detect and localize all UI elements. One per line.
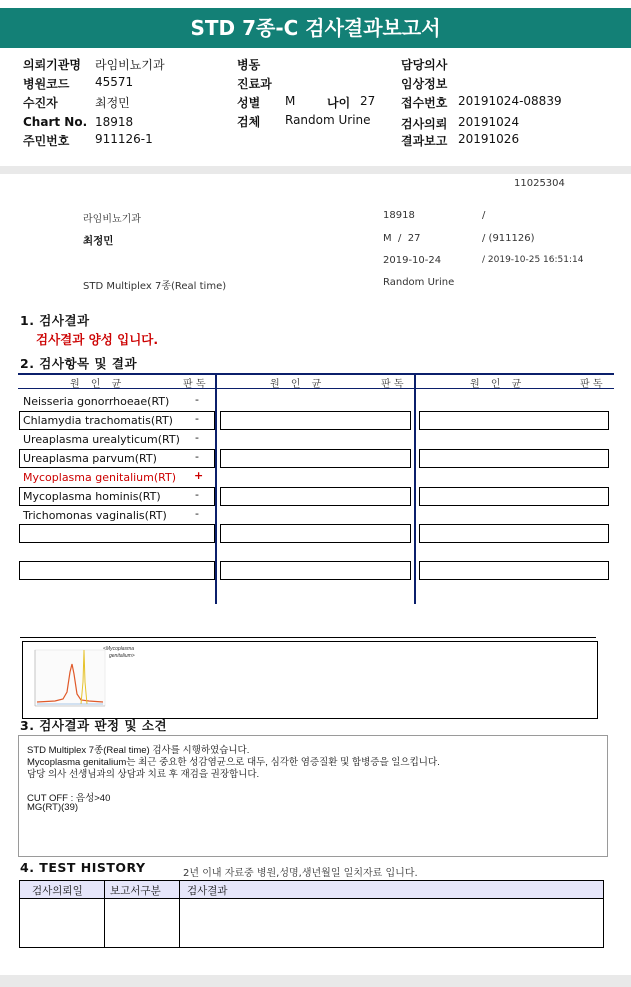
header-value: 20191024 [458,115,520,129]
cutoff-line: CUT OFF : 음성>40 [27,793,111,804]
header-value: 라임비뇨기과 [95,58,165,72]
col-header-judge: 판 독 [381,379,404,390]
header-label: 나이 [327,96,351,110]
organism-name: Trichomonas vaginalis(RT) [23,509,167,522]
history-header-row [20,881,603,899]
organism-result: - [195,450,199,463]
mg-value-line: MG(RT)(39) [27,802,79,813]
table-row [220,449,411,468]
organism-name: Mycoplasma hominis(RT) [23,490,161,503]
interpretation-line: Mycoplasma genitalium는 최근 중요한 성감염균으로 대두, 심각한 염증질환 및 합병증을 일으킵니다. [27,757,440,768]
history-table [19,880,604,948]
summary-clinic: 라임비뇨기과 [83,214,141,225]
summary-patient: 최정민 [83,235,114,247]
section4-title: 4. TEST HISTORY [20,860,146,875]
history-col-divider [179,881,180,947]
organism-name: Chlamydia trachomatis(RT) [23,414,173,427]
header-value: 911126-1 [95,132,153,146]
header-label: 수진자 [23,96,58,110]
summary-slash: / [482,210,486,221]
report-code: 11025304 [514,178,565,189]
table-row [419,411,609,430]
organism-name: Ureaplasma parvum(RT) [23,452,157,465]
header-label: 접수번호 [401,96,448,110]
header-label: 성별 [237,96,261,110]
table-row [220,487,411,506]
table-row [419,561,609,580]
pcr-graph-box [22,641,598,719]
column-separator [414,373,416,604]
organism-name: Neisseria gonorrhoeae(RT) [23,395,170,408]
table-row [419,487,609,506]
col-header-judge: 판 독 [580,379,603,390]
summary-report-datetime: / 2019-10-25 16:51:14 [482,255,584,265]
organism-result: - [195,393,199,406]
col-header-organism: 원 인 균 [70,379,122,390]
header-value: 최정민 [95,96,130,110]
summary-specimen: Random Urine [383,277,455,288]
table-row [220,411,411,430]
summary-sex-age: M / 27 [383,233,421,244]
graph-caption: <Mycoplasma [103,646,134,652]
graph-plot-area [35,650,105,706]
header-label: 주민번호 [23,134,70,148]
header-value: 18918 [95,115,134,129]
header-label: Chart No. [23,115,88,129]
section3-title: 3. 검사결과 판정 및 소견 [20,718,168,733]
header-divider [0,166,631,174]
column-separator [215,373,217,604]
summary-birth: / (911126) [482,233,535,244]
col-header-organism: 원 인 균 [470,379,522,390]
organism-result: - [195,431,199,444]
header-label: 임상정보 [401,77,448,91]
organism-name: Ureaplasma urealyticum(RT) [23,433,180,446]
organism-name-positive: Mycoplasma genitalium(RT) [23,471,177,484]
col-header-organism: 원 인 균 [270,379,322,390]
header-value: Random Urine [285,113,371,127]
summary-test-name: STD Multiplex 7종(Real time) [83,281,227,292]
summary-chart: 18918 [383,210,415,221]
interpretation-line: 담당 의사 선생님과의 상담과 치료 후 재검을 권장합니다. [27,769,260,780]
summary-request-date: 2019-10-24 [383,255,442,266]
section1-title: 1. 검사결과 [20,313,90,328]
header-label: 병원코드 [23,77,70,91]
history-col-report-type: 보고서구분 [110,885,161,897]
organism-result-positive: + [194,469,204,482]
history-col-request-date: 검사의뢰일 [32,885,83,897]
header-label: 병동 [237,58,261,72]
header-value: 45571 [95,75,134,89]
header-value: 27 [360,94,376,108]
header-label: 진료과 [237,77,272,91]
header-value: M [285,94,296,108]
report-title: STD 7종-C 검사결과보고서 [0,8,631,48]
graph-caption: genitalium> [109,653,135,659]
header-label: 검사의뢰 [401,117,448,131]
positive-result-text: 검사결과 양성 입니다. [36,332,159,347]
col-header-judge: 판 독 [183,379,206,390]
organism-result: - [195,488,199,501]
header-label: 검체 [237,115,261,129]
interpretation-line: STD Multiplex 7종(Real time) 검사를 시행하였습니다. [27,745,250,756]
organism-result: - [195,507,199,520]
page-bottom-band [0,975,631,987]
table-row [220,561,411,580]
history-note: 2년 이내 자료중 병원,성명,생년월일 일치자료 입니다. [183,868,418,879]
history-col-result: 검사결과 [187,885,228,897]
graph-top-line [20,637,596,638]
header-value: 20191024-08839 [458,94,562,108]
header-label: 결과보고 [401,134,448,148]
patient-header [0,48,631,166]
interpretation-box [18,735,608,857]
header-label: 의뢰기관명 [23,58,81,72]
header-value: 20191026 [458,132,520,146]
history-col-divider [104,881,105,947]
table-row [419,449,609,468]
table-row [419,524,609,543]
section2-title: 2. 검사항목 및 결과 [20,356,138,371]
table-row [220,524,411,543]
header-label: 담당의사 [401,58,448,72]
table-row [19,561,215,580]
table-row [19,524,215,543]
organism-result: - [195,412,199,425]
